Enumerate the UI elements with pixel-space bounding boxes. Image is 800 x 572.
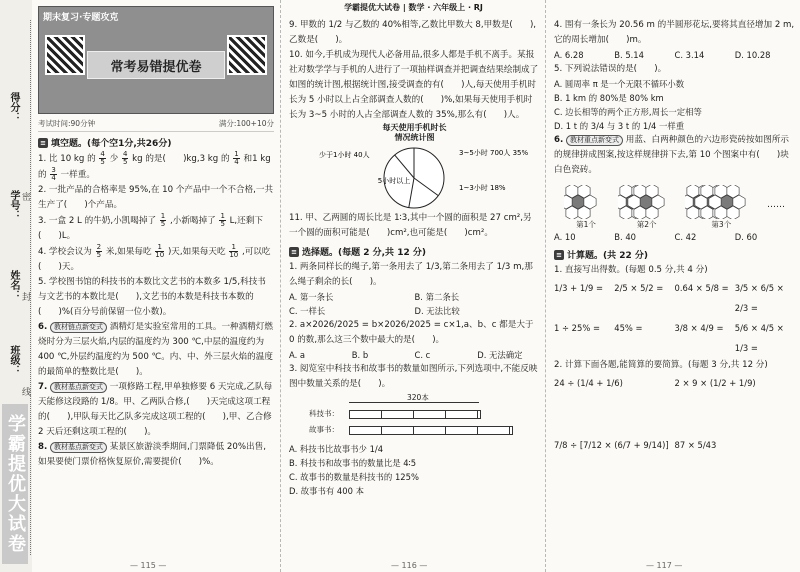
section-icon: ≡ xyxy=(554,250,564,260)
calc-item: 0.64 × 5/8 = xyxy=(674,283,729,293)
option-d[interactable]: D. 无法比较 xyxy=(414,306,460,316)
calc-item: 7/8 ÷ [7/12 × (6/7 + 9/14)] xyxy=(554,440,669,450)
question-10: 10. 如今,手机成为现代人必备用品,很多人都是手机不离手。某报社对数学学与手机的人进行了一项抽样调查并把调查结果绘制成了如图的统计图,根据统计图,接受调查的有( )人,每天使用手机时长为 5 小时以上占全部调查人数的( )%,如果每天使用手机时长为 3~5 小时的人占全部调查人数的 35%,那么有( )人。 xyxy=(289,50,539,120)
section-icon: ≡ xyxy=(289,247,299,257)
pie-slice-label: 5小时以上 xyxy=(377,177,411,185)
calc-2-row-2 xyxy=(554,435,795,455)
choice-1: 1. 两条同样长的绳子,第一条用去了 1/3,第二条用去了 1/3 m,那么绳子剩余的长( )。 xyxy=(289,262,533,287)
watermark-text: 学霸提优大试卷 xyxy=(2,404,28,564)
choice-5-options xyxy=(554,77,795,133)
bar-label-story: 故事书： xyxy=(309,425,339,434)
right-content xyxy=(554,18,795,455)
bar-science xyxy=(349,410,481,419)
option-a[interactable]: A. a xyxy=(289,350,306,360)
question-6: 6. 教材链点新变式 酒精灯是实验室常用的工具。一种酒精灯燃烧时分为三层火焰,内层的温度约为 300 ℃,中层的温度约为 400 ℃,外层约温度约为 500 ℃。内、中、外三层火焰的温度的最简单的整数比是( )。 xyxy=(38,322,274,377)
option-c[interactable]: C. 边长相等的两个正方形,周长一定相等 xyxy=(554,107,702,117)
choice-4: 4. 围有一条长为 20.56 m 的半圆形花坛,要将其直径增加 2 m,它的周长增加( )m。 xyxy=(554,20,795,45)
seal-line xyxy=(30,20,31,555)
option-a[interactable]: A. 圆周率 π 是一个无限不循环小数 xyxy=(554,79,685,89)
section-calculation: ≡ 计算题。(共 22 分) xyxy=(554,248,795,261)
calc-item: 87 × 5/43 xyxy=(674,440,717,450)
time-info: 考试时间:90分钟 xyxy=(38,119,96,128)
option-a[interactable]: A. 第一条长 xyxy=(289,292,334,302)
calc-1-prompt: 1. 直接写出得数。(每题 0.5 分,共 4 分) xyxy=(554,265,708,275)
score-label: 得分： xyxy=(8,92,19,122)
calc-item: 2/5 × 5/2 = xyxy=(614,283,664,293)
seal-mark-xian: 线 xyxy=(22,388,32,398)
book-bar-diagram xyxy=(289,392,540,442)
option-c[interactable]: C. 一样长 xyxy=(289,306,326,316)
option-b[interactable]: B. 5.14 xyxy=(614,50,644,60)
calc-item: 1 ÷ 25% = xyxy=(554,323,600,333)
option-b[interactable]: B. b xyxy=(351,350,369,360)
middle-content xyxy=(289,18,540,498)
left-page xyxy=(0,0,280,572)
fraction: $\frac{1}{4}$ xyxy=(234,150,239,166)
choice-4-options xyxy=(554,48,795,62)
page-number: — 116 — xyxy=(391,561,428,570)
ellipsis: …… xyxy=(766,200,785,210)
option-b[interactable]: B. 科技书和故事书的数量比是 4∶5 xyxy=(289,458,417,468)
option-c[interactable]: C. 3.14 xyxy=(674,50,705,60)
running-header: 学霸提优大试卷 | 数学 · 六年级上 · RJ xyxy=(344,3,483,12)
name-label: 姓名： xyxy=(8,270,19,300)
option-b[interactable]: B. 40 xyxy=(614,232,636,242)
pie-slice-label: 少于1小时 40人 xyxy=(319,151,370,159)
bar-story xyxy=(349,426,513,435)
bar-label-science: 科技书： xyxy=(309,409,339,418)
option-d[interactable]: D. 10.28 xyxy=(734,50,771,60)
choice-2-options xyxy=(289,348,540,362)
binding-strip xyxy=(0,0,32,572)
choice-5: 5. 下列说法错误的是( )。 xyxy=(554,64,667,74)
question-tag: 教材重点新变式 xyxy=(566,135,623,146)
pie-chart xyxy=(289,145,539,211)
question-9: 9. 甲数的 1/2 与乙数的 40%相等,乙数比甲数大 8,甲数是( ),乙数是( )。 xyxy=(289,20,537,45)
bar-brace xyxy=(349,402,479,403)
student-id-label: 学号： xyxy=(8,190,19,220)
question-3: 3. 一盒 2 L 的牛奶,小凯喝掉了 $\frac{1}{5}$ ,小新喝掉了 $\frac{1}{5}$ L,还剩下( )L。 xyxy=(38,212,263,241)
choice-3-options xyxy=(289,442,540,498)
calc-1-row-1 xyxy=(554,278,795,318)
question-2: 2. 一批产品的合格率是 95%,在 10 个产品中一个不合格,一共生产了( )个产品。 xyxy=(38,185,274,210)
question-5: 5. 学校图书馆的科技书的本数比文艺书的本数多 1/5,科技书与文艺书的本数比是( ),文艺书的本数是科技书本数的( )%(百分号前保留一位小数)。 xyxy=(38,277,266,317)
hex-figure-2: 第2个 xyxy=(618,185,676,230)
class-label: 班级： xyxy=(8,345,19,375)
fraction: $\frac{1}{10}$ xyxy=(229,243,239,259)
exam-title: 常考易错提优卷 xyxy=(87,51,225,79)
score-info: 满分:100+10分 xyxy=(218,119,274,128)
option-d[interactable]: D. 1 t 的 3/4 与 3 t 的 1/4 一样重 xyxy=(554,121,685,131)
bar-total-label: 320本 xyxy=(407,393,429,402)
section-choice: ≡ 选择题。(每题 2 分,共 12 分) xyxy=(289,245,540,258)
option-a[interactable]: A. 6.28 xyxy=(554,50,584,60)
option-d[interactable]: D. 故事书有 400 本 xyxy=(289,486,364,496)
middle-page xyxy=(280,0,546,572)
section-fill-blank: ≡ 填空题。(每个空1分,共26分) xyxy=(38,136,274,149)
question-tag: 教材基点新变式 xyxy=(50,382,107,393)
fraction: $\frac{1}{10}$ xyxy=(155,243,165,259)
option-a[interactable]: A. 10 xyxy=(554,232,576,242)
seal-mark-feng: 封 xyxy=(22,293,32,303)
chart-title-line2: 情况统计图 xyxy=(394,133,435,142)
seal-mark-mi: 密 xyxy=(22,193,32,203)
option-b[interactable]: B. 第二条长 xyxy=(414,292,460,302)
option-c[interactable]: C. c xyxy=(414,350,431,360)
choice-2: 2. a×2026/2025 = b×2026/2025 = c×1,a、b、c 都是大于 0 的数,那么这三个数中最大的是( )。 xyxy=(289,320,534,345)
hexagon-pattern-figures xyxy=(564,180,785,230)
question-4: 4. 学校会议为 $\frac{2}{5}$ 米,如果每吃 $\frac{1}{10}$ )天,如果每天吃 $\frac{1}{10}$ ,可以吃( )天。 xyxy=(38,243,271,272)
fraction: $\frac{1}{5}$ xyxy=(160,212,166,228)
exam-header xyxy=(38,6,274,114)
hexagon-tile-icon xyxy=(685,185,757,219)
choice-3: 3. 阅览室中科技书和故事书的数量如图所示,下列选项中,不能反映图中数量关系的是( )。 xyxy=(289,364,538,389)
option-b[interactable]: B. 1 km 的 80%是 80% km xyxy=(554,93,664,103)
chart-title-line1: 每天使用手机时长 xyxy=(382,123,447,132)
calc-item: 3/5 × 6/5 × 2/3 = xyxy=(734,283,784,313)
qr-code-right xyxy=(227,35,267,75)
option-c[interactable]: C. 42 xyxy=(674,232,697,242)
calc-1-row-2 xyxy=(554,318,795,358)
hexagon-tile-icon xyxy=(564,185,608,219)
phone-usage-chart xyxy=(289,123,540,211)
hex-figure-3: 第3个 xyxy=(685,185,757,230)
left-content xyxy=(38,6,274,470)
question-7: 7. 教材基点新变式 一项修路工程,甲单独修要 6 天完成,乙队每天能修这段路的 1/8。甲、乙两队合修,( )天完成这项工程的( ),甲队每天比乙队多完成这项工程的( ),甲、乙合修 2 天后还剩这项工程的( )。 xyxy=(38,382,273,437)
right-page xyxy=(545,0,800,572)
question-tag: 教材基点新变式 xyxy=(50,442,107,453)
calc-item: 2 × 9 × (1/2 + 1/9) xyxy=(674,378,756,388)
page-number: — 117 — xyxy=(646,561,683,570)
calc-item: 5/6 × 4/5 × 1/3 = xyxy=(734,323,784,353)
brand-left: 期末复习·专题攻克 xyxy=(43,13,119,23)
choice-1-options xyxy=(289,290,540,318)
choice-6-options xyxy=(554,230,795,244)
fraction: $\frac{4}{5}$ xyxy=(100,150,105,166)
section-icon: ≡ xyxy=(38,138,48,148)
hexagon-tile-icon xyxy=(618,185,676,219)
question-tag: 教材链点新变式 xyxy=(50,322,107,333)
calc-2-prompt: 2. 计算下面各题,能简算的要简算。(每题 3 分,共 12 分) xyxy=(554,360,768,370)
option-d[interactable]: D. 60 xyxy=(734,232,758,242)
option-a[interactable]: A. 科技书比故事书少 1/4 xyxy=(289,444,384,454)
qr-code-left xyxy=(45,35,85,75)
exam-info xyxy=(38,118,274,132)
fraction: $\frac{1}{5}$ xyxy=(220,212,225,228)
choice-6: 6. 教材重点新变式 用蓝、白两种颜色的六边形瓷砖按如图所示的规律拼成图案,按这样规律拼下去,第 10 个图案中有( )块白色瓷砖。 xyxy=(554,135,790,175)
calc-item: 3/8 × 4/9 = xyxy=(674,323,724,333)
question-8: 8. 教材基点新变式 某景区旅游淡季期间,门票降低 20%出售,如果要使门票价格恢复原价,需要提价( )%。 xyxy=(38,442,266,467)
pie-slice-label: 1~3小时 18% xyxy=(459,184,506,192)
pie-slice-label: 3~5小时 700人 35% xyxy=(459,149,529,157)
option-d[interactable]: D. 无法确定 xyxy=(477,350,523,360)
calc-2-row-1 xyxy=(554,373,795,435)
fraction: $\frac{2}{5}$ xyxy=(96,243,102,259)
calc-item: 1/3 + 1/9 = xyxy=(554,283,603,293)
fraction: $\frac{3}{4}$ xyxy=(51,166,56,182)
option-c[interactable]: C. 故事书的数量是科技书的 125% xyxy=(289,472,419,482)
question-1: 1. 比 10 kg 的 $\frac{4}{5}$ 少 $\frac{4}{5}$ kg 的是( )kg,3 kg 的 $\frac{1}{4}$ 和1 kg 的 $\frac{3}{4}$ 一样重。 xyxy=(38,150,271,182)
page-number: — 115 — xyxy=(130,561,167,570)
question-11: 11. 甲、乙两圆的周长比是 1∶3,其中一个圆的面积是 27 cm²,另一个圆的面积可能是( )cm²,也可能是( )cm²。 xyxy=(289,213,532,238)
calc-item: 45% = xyxy=(614,323,643,333)
fraction: $\frac{4}{5}$ xyxy=(122,150,128,166)
hex-figure-1: 第1个 xyxy=(564,185,608,230)
calc-item: 24 ÷ (1/4 + 1/6) xyxy=(554,378,623,388)
